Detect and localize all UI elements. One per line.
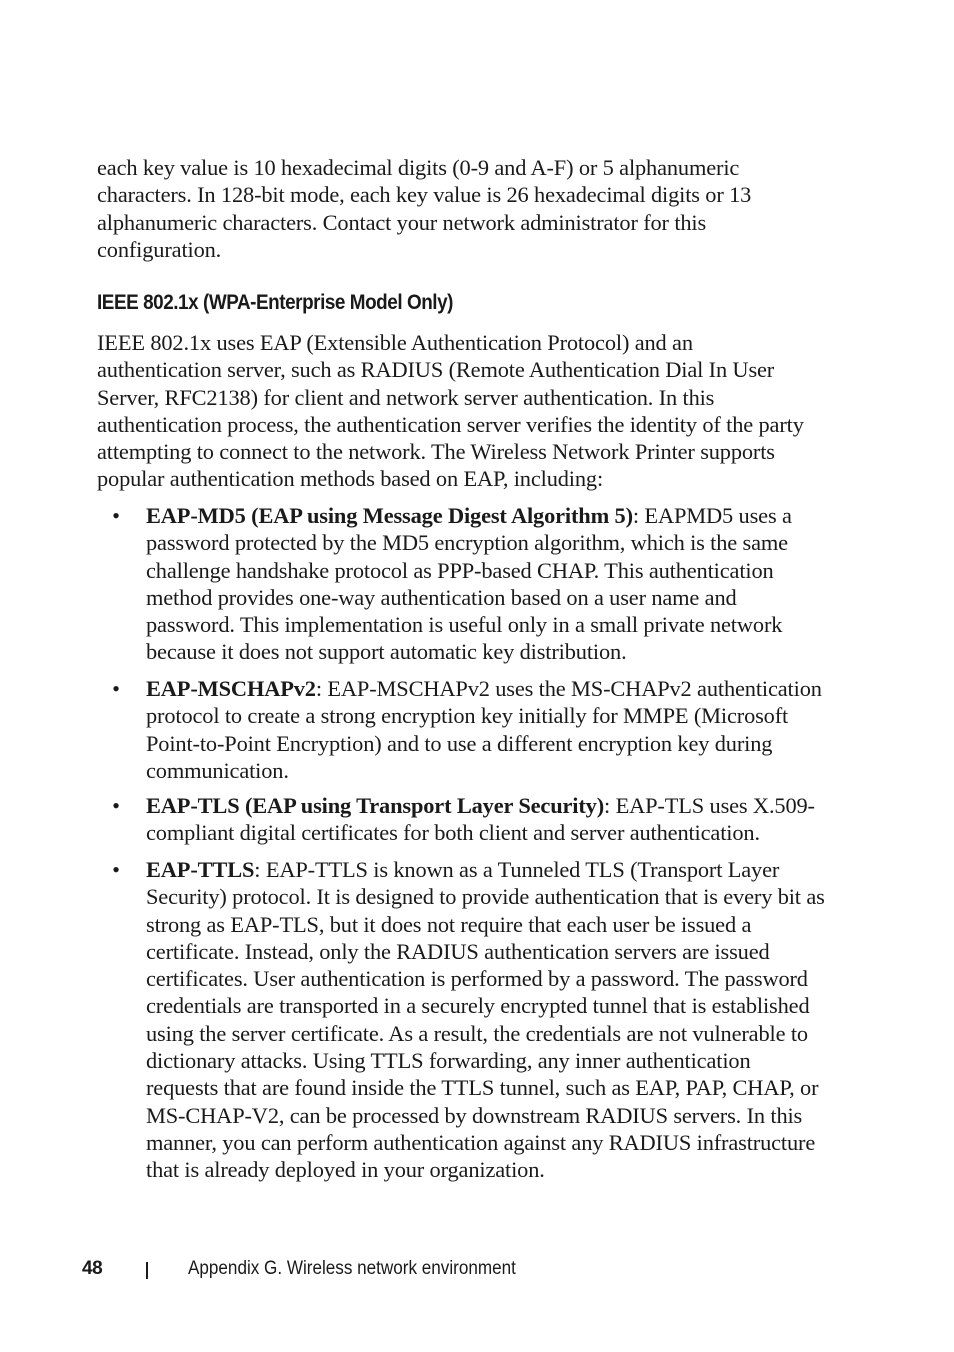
bullet-icon: • — [112, 793, 120, 818]
list-item — [112, 792, 826, 847]
list-item-term: EAP-MSCHAPv2 — [146, 676, 316, 701]
list-item-term: EAP-TLS (EAP using Transport Layer Security) — [146, 793, 605, 818]
footer-section-title: Appendix G. Wireless network environment — [188, 1258, 516, 1279]
bullet-icon: • — [112, 857, 120, 882]
list-item — [112, 502, 826, 666]
list-item — [112, 675, 826, 784]
section-body-paragraph: IEEE 802.1x uses EAP (Extensible Authentication Protocol) and an authentication server, such as RADIUS (Remote Authentication Dial In User Server, RFC2138) for client and network server authentication. In this authentication process, the authentication server verifies the identity of the party attempting to connect to the network. The Wireless Network Printer supports popular authentication methods based on EAP, including: — [97, 330, 804, 492]
list-item-term: EAP-MD5 (EAP using Message Digest Algorithm 5) — [146, 503, 633, 528]
bullet-icon: • — [112, 503, 120, 528]
intro-paragraph: each key value is 10 hexadecimal digits (0-9 and A-F) or 5 alphanumeric characters. In 128-bit mode, each key value is 26 hexadecimal digits or 13 alphanumeric characters. Contact your network administrator for this configuration. — [97, 155, 752, 262]
list-item-term: EAP-TTLS — [146, 857, 255, 882]
list-item-description: : EAPMD5 uses a password protected by the MD5 encryption algorithm, which is the same challenge handshake protocol as PPP-based CHAP. This authentication method provides one-way authentication based on a user name and password. This implementation is useful only in a small private network because it does not support automatic key distribution. — [146, 503, 792, 665]
bullet-icon: • — [112, 676, 120, 701]
page-number: 48 — [82, 1258, 103, 1279]
list-item-description: : EAP-TLS uses X.509-compliant digital certificates for both client and server authentication. — [146, 793, 815, 846]
footer-divider — [146, 1262, 148, 1279]
list-item-description: : EAP-MSCHAPv2 uses the MS-CHAPv2 authentication protocol to create a strong encryption key initially for MMPE (Microsoft Point-to-Point Encryption) and to use a different encryption key during communication. — [146, 676, 822, 783]
list-item — [112, 856, 826, 1184]
list-item-description: : EAP-TTLS is known as a Tunneled TLS (Transport Layer Security) protocol. It is designed to provide authentication that is every bit as strong as EAP-TLS, but it does not require that each user be issued a certificate. Instead, only the RADIUS authentication servers are issued certificates. User authentication is performed by a password. The password credentials are transported in a securely encrypted tunnel that is established using the server certificate. As a result, the credentials are not vulnerable to dictionary attacks. Using TTLS forwarding, any inner authentication requests that are found inside the TTLS tunnel, such as EAP, PAP, CHAP, or MS-CHAP-V2, can be processed by downstream RADIUS servers. In this manner, you can perform authentication against any RADIUS infrastructure that is already deployed in your organization. — [146, 857, 825, 1183]
section-heading: IEEE 802.1x (WPA-Enterprise Model Only) — [97, 291, 454, 314]
